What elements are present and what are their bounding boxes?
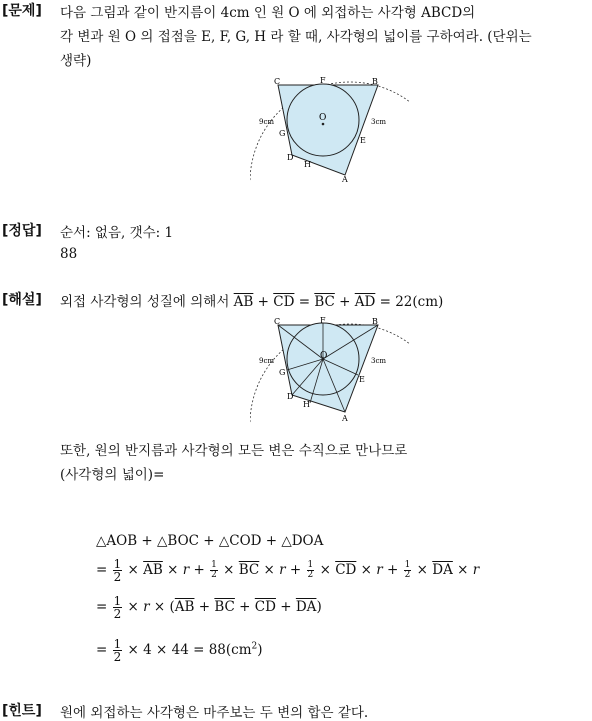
label-D: D — [287, 392, 294, 401]
label-A: A — [342, 175, 348, 182]
problem-line-1: 다음 그림과 같이 반지름이 4cm 인 원 O 에 외접하는 사각형 ABCD의 — [60, 5, 476, 21]
hint-text: 원에 외접하는 사각형은 마주보는 두 변의 합은 같다. — [60, 705, 369, 721]
answer-value: 88 — [60, 246, 78, 262]
label-E: E — [360, 136, 366, 145]
label-G: G — [279, 368, 286, 377]
label-O: O — [319, 113, 327, 123]
length-left: 9cm — [259, 357, 275, 365]
equation-line-3: = $\frac{1}{2}$ × $r \times (\overline{AB} + \overline{BC} + \overline{CD} + \overline{DA})$ — [96, 594, 322, 621]
label-C: C — [274, 77, 281, 86]
label-B: B — [372, 317, 378, 326]
problem-tag: [문제] — [2, 3, 42, 19]
answer-meta: 순서: 없음, 갯수: 1 — [60, 225, 174, 241]
answer-tag: [정답] — [2, 223, 42, 239]
length-left: 9cm — [259, 118, 275, 126]
label-F: F — [320, 76, 326, 85]
label-H: H — [304, 160, 311, 169]
center-dot — [322, 123, 325, 126]
label-O: O — [320, 351, 328, 361]
label-A: A — [342, 414, 348, 423]
problem-line-3: 생략) — [60, 53, 92, 69]
length-right: 3cm — [371, 118, 387, 126]
label-F: F — [320, 316, 326, 325]
problem-line-2: 각 변과 원 O 의 접점을 E, F, G, H 라 할 때, 사각형의 넓이를 구하여라. (단위는 — [60, 29, 532, 45]
label-G: G — [279, 129, 286, 138]
figure-quadrilateral-circle — [250, 72, 410, 182]
explanation-line-2: 또한, 원의 반지름과 사각형의 모든 변은 수직으로 만나므로 — [60, 443, 408, 459]
explanation-tag: [해설] — [2, 292, 42, 308]
label-B: B — [372, 77, 378, 86]
hint-tag: [힌트] — [2, 703, 42, 719]
explanation-line-1: 외접 사각형의 성질에 의해서 $\overline{AB} + \overline{CD} = \overline{BC} + \overline{AD} = 22(cm)$ — [60, 294, 444, 310]
label-C: C — [274, 317, 281, 326]
equation-line-2: = $\frac{1}{2}$ × $\overline{AB} \times r$ + $\frac{1}{2}$ × $\overline{BC} \times r$ + $\frac{1}{2}$ × $\overline{CD} \times r$ + $\frac{1}{2}$ × $\overline{DA} \times r$ — [96, 557, 480, 584]
equation-line-1: △AOB + △BOC + △COD + △DOA — [96, 533, 324, 549]
label-H: H — [303, 400, 310, 409]
explanation-line-3: (사각형의 넓이)= — [60, 467, 165, 483]
length-right: 3cm — [371, 357, 387, 365]
label-E: E — [359, 375, 365, 384]
label-D: D — [287, 153, 294, 162]
figure-quadrilateral-triangles — [250, 312, 410, 424]
equation-line-4: = $\frac{1}{2}$ × $4 \times 44 = 88(cm^2)$ — [96, 637, 263, 664]
